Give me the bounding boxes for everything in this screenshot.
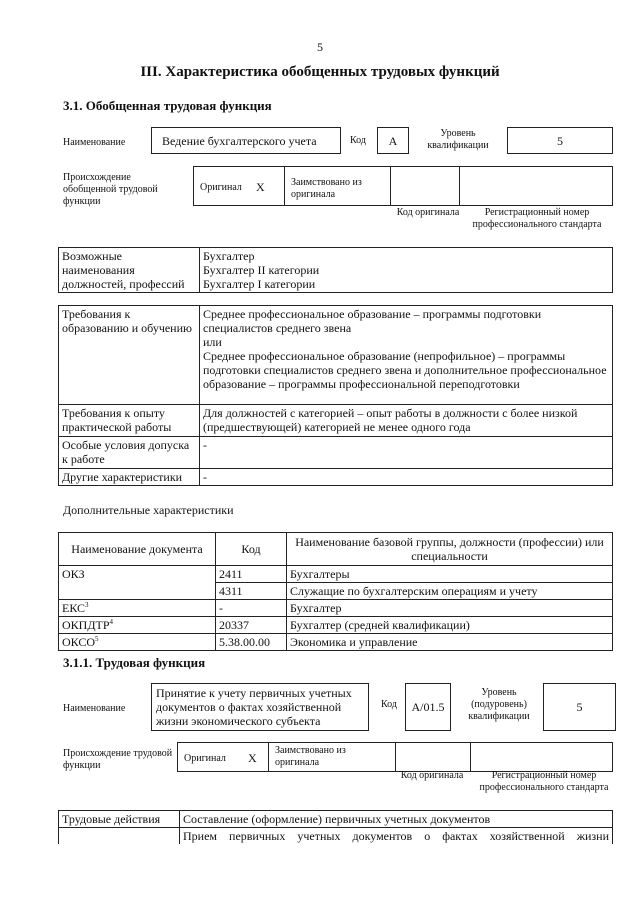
additional-name: Экономика и управление — [287, 634, 613, 651]
additional-code: 5.38.00.00 — [216, 634, 287, 651]
req-admission-value: - — [200, 437, 613, 469]
lf-original-label: Оригинал — [184, 753, 226, 764]
lf-level-value: 5 — [543, 683, 616, 731]
table-row — [59, 634, 613, 651]
additional-code: 20337 — [216, 617, 287, 634]
action-item: Прием первичных учетных документов о фактах хозяйственной жизни — [180, 828, 613, 845]
table-row — [59, 600, 613, 617]
req-experience-value: Для должностей с категорией – опыт работы в должности с более низкой (предшествующей) категорией не менее одного года — [200, 405, 613, 437]
gen-code-value: А — [377, 127, 409, 154]
gen-original-label: Оригинал — [200, 182, 242, 193]
req-education-value — [200, 306, 613, 405]
origin-divider — [470, 743, 471, 771]
position-item: Бухгалтер I категории — [203, 277, 316, 291]
footnote-ref: 5 — [95, 635, 99, 643]
action-item: Составление (оформление) первичных учетных документов — [180, 811, 613, 828]
req-admission-label: Особые условия допуска к работе — [59, 437, 200, 469]
lf-code-value: А/01.5 — [405, 683, 451, 731]
additional-name: Бухгалтеры — [287, 566, 613, 583]
req-education-label: Требования к образованию и обучению — [59, 306, 200, 405]
position-item: Бухгалтер — [203, 249, 255, 263]
origin-divider — [390, 167, 391, 205]
gen-original-mark: Х — [256, 180, 265, 194]
positions-list — [200, 248, 613, 293]
page-number: 5 — [317, 40, 323, 54]
additional-table — [58, 532, 613, 651]
gen-name-value: Ведение бухгалтерского учета — [151, 127, 341, 154]
gen-origin-box — [193, 166, 613, 206]
gen-code-label: Код — [350, 135, 366, 146]
gen-code-original-label: Код оригинала — [396, 207, 460, 218]
additional-code: - — [216, 600, 287, 617]
origin-divider — [268, 743, 269, 771]
req-other-label: Другие характеристики — [59, 469, 200, 486]
gen-origin-label: Происхождение обобщенной трудовой функции — [63, 172, 158, 207]
gen-function-heading: 3.1. Обобщенная трудовая функция — [63, 98, 272, 113]
additional-name: Служащие по бухгалтерским операциям и учету — [287, 583, 613, 600]
lf-code-label: Код — [381, 699, 397, 710]
lf-level-label: Уровень (подуровень) квалификации — [468, 687, 530, 722]
positions-table — [58, 247, 613, 293]
additional-name: Бухгалтер (средней квалификации) — [287, 617, 613, 634]
lf-borrowed-label: Заимствовано из оригинала — [275, 745, 346, 768]
table-row — [59, 617, 613, 634]
additional-doc: ЕКС$^3$ — [59, 600, 216, 617]
gen-name-label: Наименование — [63, 137, 126, 148]
actions-table — [58, 810, 613, 844]
origin-divider — [284, 167, 285, 205]
req-line: Среднее профессиональное образование – программы подготовки специалистов среднего звена — [203, 307, 542, 335]
table-row — [59, 566, 613, 583]
actions-label-cont — [59, 828, 180, 845]
actions-label: Трудовые действия — [59, 811, 180, 828]
additional-doc: ОКСО$^5$ — [59, 634, 216, 651]
positions-label: Возможные наименования должностей, профессий — [59, 248, 200, 293]
req-experience-label: Требования к опыту практической работы — [59, 405, 200, 437]
section-title: III. Характеристика обобщенных трудовых функций — [140, 64, 500, 80]
lf-original-mark: Х — [248, 751, 257, 765]
position-item: Бухгалтер II категории — [203, 263, 320, 277]
additional-name: Бухгалтер — [287, 600, 613, 617]
gen-borrowed-label: Заимствовано из оригинала — [291, 177, 362, 200]
additional-code: 4311 — [216, 583, 287, 600]
req-other-value: - — [200, 469, 613, 486]
lf-reg-number-label: Регистрационный номер профессионального стандарта — [479, 770, 609, 793]
footnote-ref: 3 — [85, 601, 89, 609]
req-line: или — [203, 335, 222, 349]
origin-divider — [459, 167, 460, 205]
additional-title: Дополнительные характеристики — [63, 503, 234, 517]
origin-divider — [395, 743, 396, 771]
additional-header-doc: Наименование документа — [59, 533, 216, 566]
additional-code: 2411 — [216, 566, 287, 583]
lf-origin-label: Происхождение трудовой функции — [63, 748, 173, 771]
additional-doc: ОКЗ — [59, 566, 216, 600]
requirements-table — [58, 305, 613, 486]
req-line: Среднее профессиональное образование (непрофильное) – программы подготовки специалистов среднего звена и дополнительное профессиональное образование – программы профессиональной переподготовки — [203, 349, 607, 391]
lf-name-label: Наименование — [63, 703, 126, 714]
additional-doc: ОКПДТР$^4$ — [59, 617, 216, 634]
gen-level-value: 5 — [507, 127, 613, 154]
additional-header-code: Код — [216, 533, 287, 566]
gen-reg-number-label: Регистрационный номер профессионального стандарта — [472, 207, 602, 230]
lf-origin-box — [177, 742, 613, 772]
lf-code-original-label: Код оригинала — [400, 770, 464, 781]
additional-header-name: Наименование базовой группы, должности (профессии) или специальности — [287, 533, 613, 566]
gen-level-label: Уровень квалификации — [427, 128, 489, 151]
lf-name-value: Принятие к учету первичных учетных документов о фактах хозяйственной жизни экономического субъекта — [151, 683, 369, 731]
labor-function-heading: 3.1.1. Трудовая функция — [63, 655, 206, 670]
footnote-ref: 4 — [109, 618, 114, 626]
